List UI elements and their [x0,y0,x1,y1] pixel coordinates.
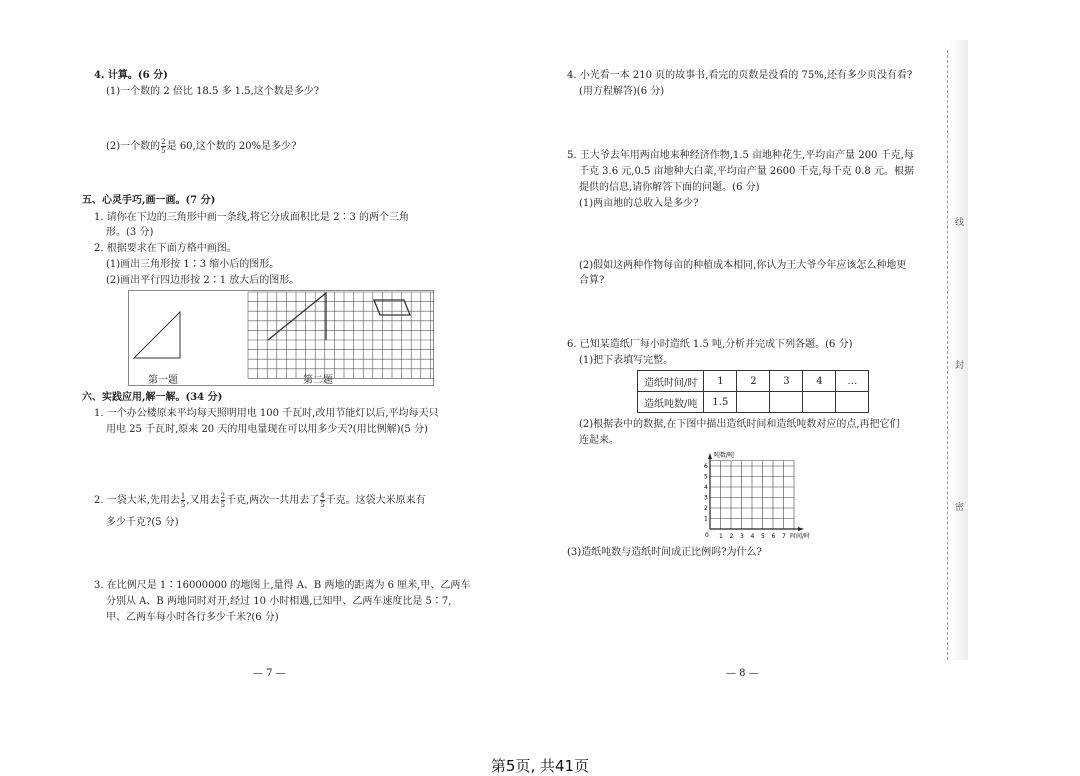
table-cell [770,392,803,413]
right-q4-line2: (用方程解答)(6 分) [579,86,665,97]
left-q4-heading: 4. 计算。(6 分) [94,70,168,81]
right-q6-line1: 6. 已知某造纸厂每小时造纸 1.5 吨,分析并完成下列各题。(6 分) [567,339,853,350]
s5-q1-line1: 1. 请你在下边的三角形中画一条线,将它分成面积比是 2∶3 的两个三角 [94,212,409,223]
s6-q3-line2: 分别从 A、B 两地同时对开,经过 10 小时相遇,已知甲、乙两车速度比是 5∶7, [106,596,452,607]
left-page-number: — 7 — [253,668,286,679]
right-q6-part2-line1: (2)根据表中的数据,在下图中描出造纸时间和造纸吨数对应的点,再把它们 [579,419,900,430]
left-q4-part1: (1)一个数的 2 倍比 18.5 多 1.5,这个数是多少? [106,86,320,97]
s6-q3-line1: 3. 在比例尺是 1∶16000000 的地图上,量得 A、B 两地的距离为 6 厘米,甲、乙两车 [94,580,471,591]
y-tick-label: 4 [704,484,708,491]
coordinate-graph [700,449,825,541]
right-q5-part2-line2: 合算? [579,275,605,286]
right-q5-line2: 千克 3.6 元,0.5 亩地种大白菜,平均亩产量 2600 千克,每千克 0.8 元。根据 [579,166,914,177]
y-tick-label: 6 [704,463,708,470]
right-q6-part3: (3)造纸吨数与造纸时间成正比例吗?为什么? [567,547,762,558]
graph-x-label: 时间/时 [790,533,811,540]
binding-char-feng: 封 [955,361,965,371]
graph-y-ticks [704,463,708,523]
table-cell: 1 [704,371,737,392]
fraction-2-5: $\frac{2}{5}$ [161,138,166,155]
x-tick-label: 1 [719,533,723,540]
table-row [638,371,869,392]
table-cell: … [836,371,869,392]
s5-q2-part2: (2)画出平行四边形按 2∶1 放大后的图形。 [106,275,300,286]
section5-heading: 五、心灵手巧,画一画。(7 分) [82,195,216,206]
table-cell: 1.5 [704,392,737,413]
graph-grid [710,461,794,529]
right-q6-part2-line2: 连起来。 [579,435,619,446]
y-tick-label: 5 [704,473,708,481]
y-tick-label: 2 [704,505,708,512]
graph-x-ticks [719,533,786,540]
s5-q2-part1: (1)画出三角形按 1∶3 缩小后的图形。 [106,259,280,270]
right-q5-part2-line1: (2)假如这两种作物每亩的种植成本相同,你认为王大爷今年应该怎么种地更 [579,260,907,271]
binding-char-mi: 密 [955,503,965,513]
s6-q1-line1: 1. 一个办公楼原来平均每天照明用电 100 千瓦时,改用节能灯以后,平均每天只 [94,408,439,419]
left-q4-part2: (2)一个数的 $\frac{2}{5}$ 是 60,这个数的 20%是多少? [106,138,297,155]
s6-q3-line3: 甲、乙两车每小时各行多少千米?(6 分) [106,612,279,623]
section6-heading: 六、实践应用,解一解。(34 分) [82,392,223,403]
graph-origin: 0 [705,532,709,539]
graph-y-label: 吨数/吨 [714,452,735,459]
right-q6-part1: (1)把下表填写完整。 [579,355,674,366]
table-cell [836,392,869,413]
binding-line [947,50,948,660]
x-tick-label: 3 [740,533,744,540]
y-tick-label: 1 [704,515,708,523]
x-tick-label: 2 [729,533,734,540]
s6-q2-line2: 多少千克?(5 分) [106,517,179,528]
binding-shade [950,40,968,660]
x-tick-label: 4 [750,533,755,540]
table-cell: 3 [770,371,803,392]
right-q4-line1: 4. 小光看一本 210 页的故事书,看完的页数是没看的 75%,还有多少页没有看? [567,70,913,81]
table-cell: 2 [737,371,770,392]
s6-q1-line2: 用电 25 千瓦时,原来 20 天的用电量现在可以用多少天?(用比例解)(5 分) [106,424,428,435]
s6-q2-line1: 2. 一袋大米,先用去 $\frac{1}{5}$ ,又用去 $\frac{2}{5}$ 千克,两次一共用去了 $\frac{4}{5}$ 千克。这袋大米原来有 [94,492,426,509]
right-q5-line3: 提供的信息,请你解答下面的问题。(6 分) [579,182,760,193]
table-row [638,392,869,413]
table-cell [737,392,770,413]
x-tick-label: 5 [761,533,765,540]
paper-production-table [637,370,869,413]
fig2-label: 第二题 [303,375,333,386]
fig1-label: 第一题 [148,375,178,386]
table-cell: 4 [803,371,836,392]
right-page-number: — 8 — [726,668,759,679]
right-q5-part1: (1)两亩地的总收入是多少? [579,198,699,209]
s5-q2: 2. 根据要求在下面方格中画图。 [94,243,237,254]
figure-box [128,290,434,386]
x-axis-arrow [798,527,804,531]
y-tick-label: 3 [704,494,708,502]
s5-q1-line2: 形。(3 分) [106,227,154,238]
page-footer: 第5页, 共41页 [490,757,590,775]
table-row-label: 造纸时间/时 [638,371,704,392]
x-tick-label: 7 [782,533,786,540]
binding-char-xian: 线 [955,218,965,228]
x-tick-label: 6 [771,533,776,540]
table-cell [803,392,836,413]
right-q5-line1: 5. 王大爷去年用两亩地来种经济作物,1.5 亩地种花生,平均亩产量 200 千克,每 [567,150,914,161]
table-row-label: 造纸吨数/吨 [638,392,704,413]
y-axis-arrow [708,453,712,459]
